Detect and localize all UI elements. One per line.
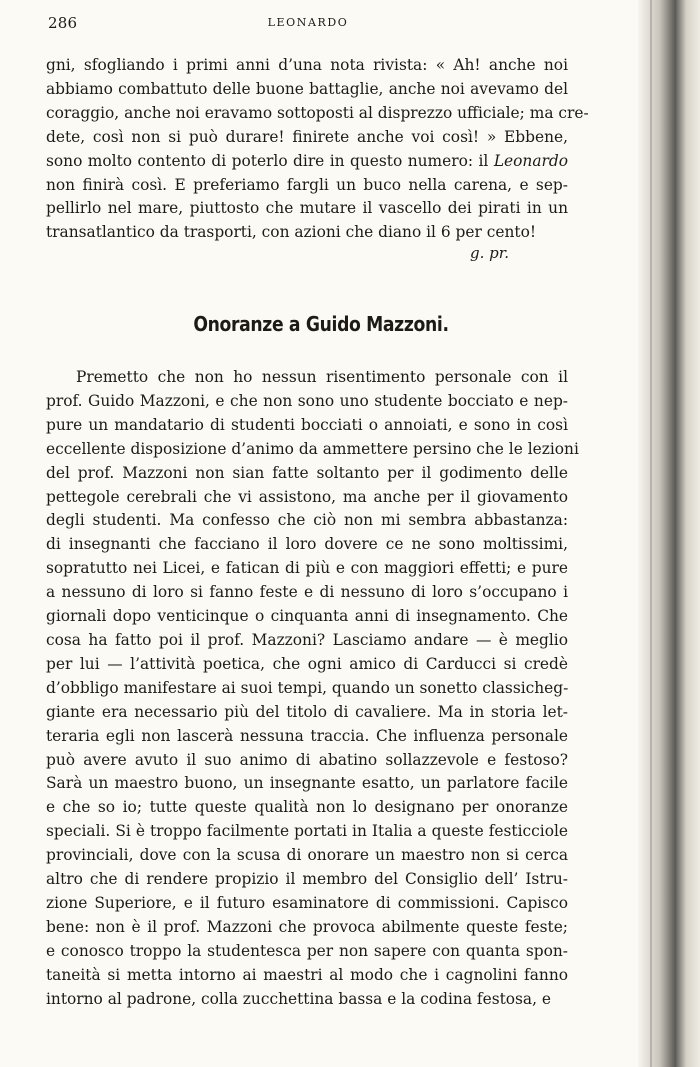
text-line: transatlantico da trasporti, con azioni che diano il 6 per cento! bbox=[46, 223, 537, 242]
text-line: di insegnanti che facciano il loro dovere ce ne sono moltissimi, bbox=[46, 535, 568, 554]
main-paragraph bbox=[46, 366, 579, 1011]
text-line: cosa ha fatto poi il prof. Mazzoni? Lasciamo andare — è meglio bbox=[46, 630, 568, 649]
text-line: dete, così non si può durare! finirete anche voi così! » Ebbene, bbox=[46, 127, 568, 146]
text-line: zione Superiore, e il futuro esaminatore di commissioni. Capisco bbox=[46, 893, 568, 912]
running-title: LEONARDO bbox=[267, 16, 349, 29]
text-line bbox=[46, 150, 568, 174]
text-line: pettegole cerebrali che vi assistono, ma anche per il giovamento bbox=[46, 487, 568, 506]
page-gutter-shadow bbox=[638, 0, 700, 1067]
page-header bbox=[48, 14, 568, 36]
text-line: eccellente disposizione d’animo da ammettere persino che le lezioni bbox=[46, 439, 579, 458]
text-line: coraggio, anche noi eravamo sottoposti al disprezzo ufficiale; ma cre- bbox=[46, 103, 589, 122]
text-line: taneità si metta intorno ai maestri al modo che i cagnolini fanno bbox=[46, 965, 568, 984]
text-line: per lui — l’attività poetica, che ogni amico di Carducci si credè bbox=[46, 654, 568, 673]
text-line: a nessuno di loro si fanno feste e di nessuno di loro s’occupano i bbox=[46, 583, 568, 602]
text-line: Sarà un maestro buono, un insegnante esatto, un parlatore facile bbox=[46, 774, 568, 793]
text-line: gni, sfogliando i primi anni d’una nota rivista: « Ah! anche noi bbox=[46, 56, 568, 74]
page-number: 286 bbox=[48, 14, 78, 32]
text-line: intorno al padrone, colla zucchettina bassa e la codina festosa, e bbox=[46, 989, 552, 1008]
text-line: abbiamo combattuto delle buone battaglie, anche noi avevamo del bbox=[46, 79, 568, 98]
text-line: sopratutto nei Licei, e fatican di più e con maggiori effetti; e pure bbox=[46, 559, 568, 578]
text-line: del prof. Mazzoni non sian fatte soltanto per il godimento delle bbox=[46, 463, 568, 482]
text-line: provinciali, dove con la scusa di onorare un maestro non si cerca bbox=[46, 846, 568, 865]
text-line: speciali. Si è troppo facilmente portati in Italia a queste festicciole bbox=[46, 822, 568, 841]
text-line: può avere avuto il suo animo di abatino sollazzevole e festoso? bbox=[46, 750, 568, 769]
journal-name: Leonardo bbox=[493, 151, 568, 170]
text-line: e conosco troppo la studentesca per non sapere con quanta spon- bbox=[46, 941, 568, 960]
text-line: e che so io; tutte queste qualità non lo designano per onoranze bbox=[46, 798, 568, 817]
section-title: Onoranze a Guido Mazzoni. bbox=[193, 312, 449, 336]
text-line: d’obbligo manifestare ai suoi tempi, quando un sonetto classicheg- bbox=[46, 678, 569, 697]
text-line: prof. Guido Mazzoni, e che non sono uno studente bocciato e nep- bbox=[46, 391, 568, 410]
author-signature: g. pr. bbox=[470, 244, 510, 262]
page-fold-line bbox=[650, 0, 652, 1067]
text-line: pure un mandatario di studenti bocciati o annoiati, e sono in così bbox=[46, 415, 568, 434]
text-line: pellirlo nel mare, piuttosto che mutare il vascello dei pirati in un bbox=[46, 199, 568, 218]
text-run: sono molto contento di poterlo dire in questo numero: il bbox=[46, 151, 494, 170]
text-line: altro che di rendere propizio il membro del Consiglio dell’ Istru- bbox=[46, 870, 568, 889]
text-line: degli studenti. Ma confesso che ciò non mi sembra abbastanza: bbox=[46, 511, 568, 530]
text-line: non finirà così. E preferiamo fargli un buco nella carena, e sep- bbox=[46, 175, 568, 194]
text-line: giante era necessario più del titolo di cavaliere. Ma in storia let- bbox=[46, 702, 568, 721]
closing-paragraph bbox=[46, 54, 589, 245]
text-line: Premetto che non ho nessun risentimento personale con il bbox=[76, 368, 568, 386]
text-line: bene: non è il prof. Mazzoni che provoca abilmente queste feste; bbox=[46, 917, 568, 936]
text-line: giornali dopo venticinque o cinquanta anni di insegnamento. Che bbox=[46, 607, 568, 626]
text-line: teraria egli non lascerà nessuna traccia. Che influenza personale bbox=[46, 726, 568, 745]
